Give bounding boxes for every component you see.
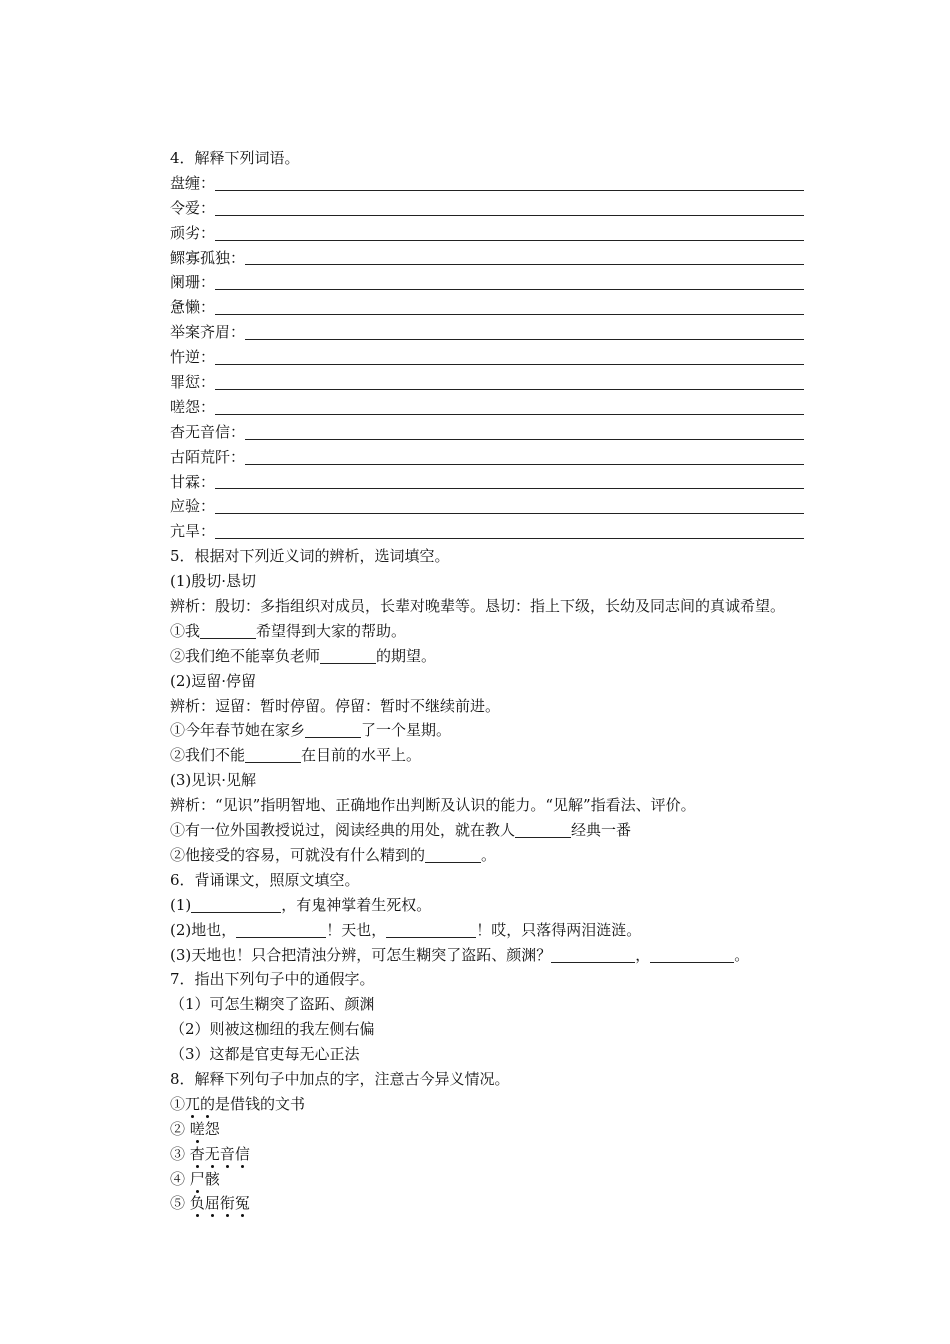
dotted-char: 的	[200, 1094, 216, 1113]
sentence-text: (2)地也，	[170, 920, 237, 939]
definition-row	[170, 395, 810, 420]
dotted-char: 冤	[234, 1194, 250, 1213]
dotted-char: 嗟	[189, 1119, 205, 1138]
fill-blank[interactable]	[425, 846, 481, 863]
item-number: ②	[170, 1119, 190, 1138]
q8-title: 8．解释下列句子中加点的字，注意古今异义情况。	[170, 1069, 510, 1088]
definition-row	[170, 221, 810, 246]
q5-group1-analysis: 辨析：殷切：多指组织对成员，长辈对晚辈等。恳切：指上下级，长幼及同志间的真诚希望。	[170, 597, 786, 616]
term-label: 甘霖：	[170, 472, 216, 491]
definition-row	[170, 420, 810, 445]
q5-group2-sentence2	[170, 743, 810, 768]
q4-title: 4．解释下列词语。	[170, 149, 300, 167]
answer-line[interactable]	[245, 439, 804, 440]
item-number: ④	[170, 1169, 190, 1188]
answer-line[interactable]	[215, 538, 804, 539]
dotted-char: 信	[234, 1144, 250, 1163]
term-label: 举案齐眉：	[170, 323, 246, 342]
term-label: 顽劣：	[170, 223, 216, 242]
answer-line[interactable]	[215, 314, 804, 315]
sentence-text: 。	[481, 845, 497, 864]
term-label: 惫懒：	[170, 298, 216, 317]
sentence-text: ①我	[170, 621, 201, 640]
q5-group2-analysis: 辨析：逗留：暂时停留。停留：暂时不继续前进。	[170, 696, 501, 715]
definition-row	[170, 196, 810, 221]
definition-row	[170, 345, 810, 370]
sentence-text: (3)天地也！只合把清浊分辨，可怎生糊突了盗跖、颜渊？	[170, 945, 552, 964]
sentence-text: ①今年春节她在家乡	[170, 721, 306, 740]
term-label: 盘缠：	[170, 173, 216, 192]
sentence-text: ！哎，只落得两泪涟涟。	[476, 920, 642, 939]
sentence-text: ②我们不能	[170, 746, 246, 765]
sentence-text: (1)	[170, 895, 192, 914]
answer-line[interactable]	[245, 264, 804, 265]
definition-row	[170, 470, 810, 495]
q5-group3-head: (3)见识·见解	[170, 771, 257, 790]
definition-row	[170, 320, 810, 345]
sentence-text: 希望得到大家的帮助。	[256, 621, 407, 640]
answer-line[interactable]	[215, 190, 804, 191]
term-label: 忤逆：	[170, 348, 216, 367]
sentence-text: 经典一番	[571, 821, 632, 840]
q5-group3-sentence1	[170, 818, 810, 843]
sentence-text: ！天也，	[326, 920, 387, 939]
sentence-text: ②我们绝不能辜负老师	[170, 646, 321, 665]
term-label: 古陌荒阡：	[170, 447, 246, 466]
answer-line[interactable]	[245, 464, 804, 465]
fill-blank[interactable]	[551, 946, 635, 963]
term-label: 杳无音信：	[170, 422, 246, 441]
fill-blank[interactable]	[320, 647, 376, 664]
sentence-text: ，	[635, 945, 651, 964]
sentence-text: 了一个星期。	[361, 721, 452, 740]
answer-line[interactable]	[215, 289, 804, 290]
q7-title: 7．指出下列句子中的通假字。	[170, 970, 375, 989]
answer-line[interactable]	[215, 215, 804, 216]
definition-row	[170, 295, 810, 320]
dotted-char: 衔	[219, 1194, 235, 1213]
fill-blank[interactable]	[236, 921, 326, 938]
dotted-char: 兀	[185, 1094, 201, 1113]
dotted-char: 屈	[204, 1194, 220, 1213]
dotted-char: 音	[219, 1144, 235, 1163]
term-label: 嗟怨：	[170, 397, 216, 416]
item-number: ①	[170, 1094, 186, 1113]
dotted-char: 杳	[189, 1144, 205, 1163]
q5-group1-head: (1)殷切·恳切	[170, 572, 257, 591]
q6-line2	[170, 918, 810, 943]
q8-item-4	[170, 1167, 810, 1192]
q7-item: （1）可怎生糊突了盗跖、颜渊	[170, 995, 375, 1014]
sentence-text: ①有一位外国教授说过，阅读经典的用处，就在教人	[170, 821, 516, 840]
answer-line[interactable]	[215, 513, 804, 514]
q5-group2-head: (2)逗留·停留	[170, 671, 257, 690]
q5-group2-sentence1	[170, 718, 810, 743]
answer-line[interactable]	[245, 339, 804, 340]
sentence-text: 在目前的水平上。	[301, 746, 422, 765]
dotted-char: 负	[189, 1194, 205, 1213]
definition-row	[170, 370, 810, 395]
answer-line[interactable]	[215, 389, 804, 390]
term-label: 鳏寡孤独：	[170, 248, 246, 267]
fill-blank[interactable]	[650, 946, 734, 963]
dotted-char: 无	[204, 1144, 220, 1163]
q8-item-5	[170, 1191, 810, 1216]
q6-title: 6．背诵课文，照原文填空。	[170, 870, 360, 889]
definition-row	[170, 270, 810, 295]
sentence-text: 的期望。	[376, 646, 437, 665]
q7-item: （3）这都是官吏每无心正法	[170, 1045, 360, 1064]
item-number: ③	[170, 1144, 190, 1163]
fill-blank[interactable]	[386, 921, 476, 938]
term-label: 应验：	[170, 497, 216, 516]
term-label: 阑珊：	[170, 273, 216, 292]
sentence-text: ，有鬼神掌着生死权。	[281, 895, 432, 914]
q8-item-3	[170, 1142, 810, 1167]
q7-item: （2）则被这枷纽的我左侧右偏	[170, 1020, 375, 1039]
definition-row	[170, 519, 810, 544]
q8-item-2	[170, 1117, 810, 1142]
sentence-text: 是借钱的文书	[215, 1094, 306, 1113]
fill-blank[interactable]	[515, 821, 571, 838]
q5-group1-sentence1	[170, 619, 810, 644]
definition-row	[170, 494, 810, 519]
plain-char: 怨	[204, 1119, 220, 1138]
definition-row	[170, 445, 810, 470]
worksheet	[170, 146, 810, 1216]
sentence-text: 。	[734, 945, 750, 964]
item-number: ⑤	[170, 1194, 190, 1213]
fill-blank[interactable]	[245, 746, 301, 763]
sentence-text: ②他接受的容易，可就没有什么精到的	[170, 845, 426, 864]
answer-line[interactable]	[215, 414, 804, 415]
term-label: 令爱：	[170, 198, 216, 217]
q4-term-list	[170, 171, 810, 544]
definition-row	[170, 171, 810, 196]
q5-group3-analysis: 辨析：“见识”指明智地、正确地作出判断及认识的能力。“见解”指看法、评价。	[170, 796, 696, 815]
term-label: 罪愆：	[170, 373, 216, 391]
q5-group1-sentence2	[170, 644, 810, 669]
plain-char: 骸	[204, 1169, 220, 1188]
q8-item-1	[170, 1092, 810, 1117]
q6-line1	[170, 893, 810, 918]
dotted-char: 尸	[189, 1169, 205, 1188]
term-label: 亢旱：	[170, 522, 216, 541]
q5-title: 5．根据对下列近义词的辨析，选词填空。	[170, 547, 450, 566]
fill-blank[interactable]	[191, 896, 281, 913]
q6-line3	[170, 943, 810, 968]
answer-line[interactable]	[215, 488, 804, 489]
answer-line[interactable]	[215, 240, 804, 241]
fill-blank[interactable]	[305, 721, 361, 738]
answer-line[interactable]	[215, 364, 804, 365]
fill-blank[interactable]	[200, 622, 256, 639]
q5-group3-sentence2	[170, 843, 810, 868]
definition-row	[170, 246, 810, 271]
